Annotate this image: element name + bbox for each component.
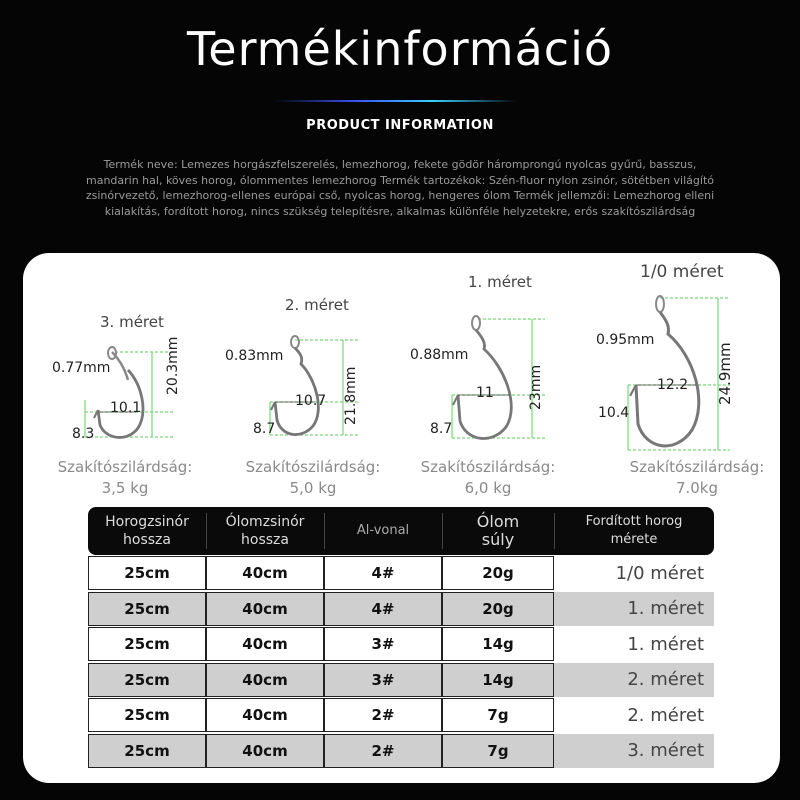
hook-size-label: 1/0 méret	[640, 262, 724, 282]
description-line: kialakítás, fordított horog, nincs szükség telepítésre, alkalmas különféle helyzetekre, erős szakítószilárdság	[104, 204, 696, 218]
table-cell: 7g	[442, 698, 554, 732]
table-cell: 14g	[442, 627, 554, 661]
hook-size-label: 3. méret	[100, 313, 164, 331]
hook-shank-label: 10.4	[598, 405, 630, 421]
description-line: Termék neve: Lemezes horgászfelszerelés, lemezhorog, fekete gödör háromprongú nyolcas gyűrű, basszus,	[103, 158, 697, 171]
table-cell: 25cm	[88, 592, 206, 626]
table-cell: 40cm	[206, 627, 324, 661]
table-cell: 7g	[442, 734, 554, 768]
strength-label: Szakítószilárdság:	[420, 458, 556, 476]
table-cell: 2#	[324, 734, 442, 768]
table-cell: 2. méret	[554, 698, 714, 732]
hook-strength	[228, 457, 398, 499]
hook-strength	[403, 457, 573, 499]
table-cell: 25cm	[88, 698, 206, 732]
table-cell: 20g	[442, 592, 554, 626]
hook-gap-label: 12.2	[657, 377, 689, 393]
hook-height-label: 23mm	[528, 364, 544, 410]
title-underline	[275, 100, 517, 102]
hook-strength	[612, 457, 782, 499]
table-cell: 25cm	[88, 556, 206, 590]
hook-diagram-size-1-0	[590, 290, 760, 455]
table-row	[88, 734, 714, 768]
hook-wire-label: 0.83mm	[225, 348, 284, 364]
table-cell: 40cm	[206, 663, 324, 697]
table-cell: 2#	[324, 698, 442, 732]
table-cell: 1. méret	[554, 592, 714, 626]
description-line: mandarin hal, köves horog, ólommentes lemezhorog Termék tartozékok: Szén-fluor nylon zsinór, sötétben világító	[85, 173, 714, 187]
column-header: Al-vonal	[356, 523, 410, 538]
hook-size-label: 2. méret	[285, 296, 349, 314]
hook-gap-label: 10.1	[110, 400, 142, 416]
table-row	[88, 663, 714, 697]
strength-value: 5,0 kg	[289, 479, 337, 497]
table-cell: 14g	[442, 663, 554, 697]
strength-label: Szakítószilárdság:	[57, 458, 193, 476]
table-header	[88, 507, 714, 555]
column-header: Ólomzsinór hossza	[225, 514, 305, 548]
strength-value: 6,0 kg	[464, 479, 512, 497]
table-cell: 25cm	[88, 734, 206, 768]
table-row	[88, 556, 714, 590]
hook-strength	[40, 457, 210, 499]
page-subtitle: PRODUCT INFORMATION	[306, 118, 494, 133]
table-cell: 40cm	[206, 698, 324, 732]
description-line: zsinórvezető, lemezhorog-ellenes európai cső, nyolcas horog, hengeres ólom Termék jellemzői: Lemezhorog elleni	[85, 189, 715, 202]
hook-gap-label: 10.7	[295, 393, 327, 409]
hook-wire-label: 0.77mm	[52, 360, 111, 376]
strength-value: 3,5 kg	[101, 479, 149, 497]
hook-height-label: 21.8mm	[343, 366, 359, 425]
table-row	[88, 627, 714, 661]
strength-value: 7.0kg	[675, 479, 719, 497]
hook-diagram-size-3	[40, 340, 210, 455]
hook-shank-label: 8.7	[430, 421, 453, 437]
hook-wire-label: 0.88mm	[410, 347, 469, 363]
table-row	[88, 698, 714, 732]
column-header: Horogzsinór hossza	[105, 514, 189, 548]
hook-shank-label: 8.3	[72, 426, 95, 442]
hook-gap-label: 11	[476, 385, 494, 401]
page-title: Termékinformáció	[186, 22, 614, 76]
strength-label: Szakítószilárdság:	[629, 458, 765, 476]
table-cell: 40cm	[206, 592, 324, 626]
product-description	[40, 157, 760, 219]
table-cell: 20g	[442, 556, 554, 590]
hook-shank-label: 8.7	[253, 421, 276, 437]
table-cell: 1/0 méret	[554, 556, 714, 590]
table-cell: 3#	[324, 663, 442, 697]
table-cell: 4#	[324, 592, 442, 626]
table-cell: 3. méret	[554, 734, 714, 768]
table-cell: 3#	[324, 627, 442, 661]
table-cell: 25cm	[88, 663, 206, 697]
hook-height-label: 20.3mm	[165, 336, 181, 395]
strength-label: Szakítószilárdság:	[245, 458, 381, 476]
table-cell: 4#	[324, 556, 442, 590]
table-cell: 2. méret	[554, 663, 714, 697]
table-row	[88, 592, 714, 626]
hook-wire-label: 0.95mm	[596, 332, 655, 348]
table-cell: 40cm	[206, 734, 324, 768]
table-cell: 1. méret	[554, 627, 714, 661]
column-header: Ólom súly	[476, 512, 520, 549]
table-cell: 40cm	[206, 556, 324, 590]
hook-size-label: 1. méret	[468, 273, 532, 291]
hook-height-label: 24.9mm	[716, 342, 734, 405]
table-cell: 25cm	[88, 627, 206, 661]
column-header: Fordított horog mérete	[585, 514, 683, 547]
